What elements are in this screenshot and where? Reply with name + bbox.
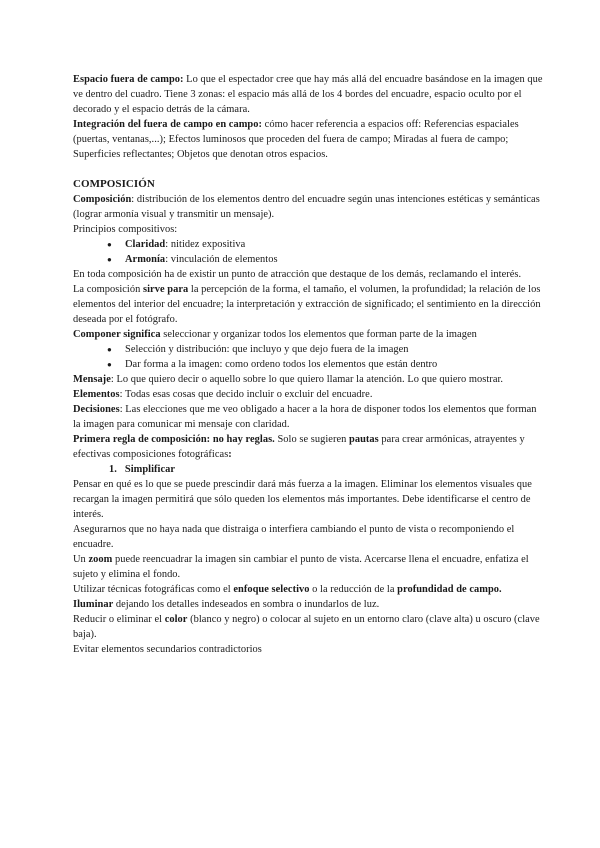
list-item-text: : vinculación de elementos [165,254,278,265]
paragraph-text: (blanco y negro) o colocar al sujeto en un entorno claro (clave alta) u oscuro (clave baja). [73,614,540,640]
paragraph-componer [73,327,543,342]
paragraph-composicion [73,192,543,222]
paragraph-text: Reducir o eliminar el [73,614,165,625]
paragraph-text: puede reencuadrar la imagen sin cambiar el punto de vista. Acercarse llena el encuadre, enfatiza el sujeto y elimina el fondo. [73,554,529,580]
paragraph-text: cómo hacer referencia a espacios off: Referencias espaciales (puertas, ventanas,...); Efectos luminosos que proceden del fuera de campo; Miradas al fuera de campo; Superficies reflectantes; Objetos que denotan otros espacios. [73,119,519,160]
paragraph-mensaje [73,372,543,387]
term-profundidad-de-campo: profundidad de campo. [397,584,502,595]
paragraph-elementos [73,387,543,402]
paragraph-text: La composición [73,284,144,295]
numbered-list [73,462,543,477]
term-pautas: pautas [349,434,379,445]
term-sirve-para: sirve para [143,284,189,295]
term-color: color [164,614,188,625]
paragraph-text: la percepción de la forma, el tamaño, el volumen, la profundidad; la relación de los elementos del interior del encuadre; la interpretación y extracción de significado; el sentimiento en la dirección deseada por el fotógrafo. [73,284,541,325]
term-claridad: Claridad [125,239,166,250]
term-composicion: Composición [73,194,132,205]
paragraph-text: para crear armónicas, atrayentes y efectivas composiciones fotográficas [73,434,525,460]
term-zoom: zoom [88,554,113,565]
list-item [107,237,543,252]
term-primera-regla: Primera regla de composición: no hay reglas. [73,434,275,445]
paragraph-text: : Las elecciones que me veo obligado a hacer a la hora de disponer todos los elementos que forman la imagen para comunicar mi mensaje con claridad. [73,404,537,430]
paragraph-tecnicas [73,582,543,597]
bullet-list-componer [73,342,543,372]
blank-line [73,162,543,177]
paragraph-integracion [73,117,543,162]
paragraph-decisiones [73,402,543,432]
term-iluminar: Iluminar [73,599,114,610]
paragraph-sirve-para [73,282,543,327]
bullet-list-principios [73,237,543,267]
term-componer-significa: Componer significa [73,329,161,340]
paragraph-text: : Lo que quiero decir o aquello sobre lo que quiero llamar la atención. Lo que quiero mostrar. [110,374,504,385]
paragraph-asegurarnos: Asegurarnos que no haya nada que distraiga o interfiera cambiando el punto de vista o recomponiendo el encuadre. [73,524,515,550]
list-item: ● Dar forma a la imagen: como ordeno todos los elementos que están dentro [107,357,543,372]
paragraph-text: : distribución de los elementos dentro del encuadre según unas intenciones estéticas y semánticas (lograr armonía visual y transmitir un mensaje). [73,194,540,220]
list-item-text: : nitidez expositiva [165,239,246,250]
paragraph-punto-atraccion: En toda composición ha de existir un punto de atracción que destaque de los demás, reclamando el interés. [73,269,522,280]
paragraph-text: Un [73,554,89,565]
paragraph-text: : Todas esas cosas que decido incluir o excluir del encuadre. [119,389,373,400]
term-mensaje: Mensaje [73,374,111,385]
paragraph-primera-regla [73,432,543,462]
paragraph-principios: Principios compositivos: [73,224,178,235]
term-enfoque-selectivo: enfoque selectivo [233,584,310,595]
paragraph-text: Lo que el espectador cree que hay más allá del encuadre basándose en la imagen que ve dentro del cuadro. Tiene 3 zonas: el espacio más allá de los 4 bordes del encuadre, espacio oculto por el decorado y el espacio detrás de la cámara. [73,74,543,115]
term-espacio-fuera-de-campo: Espacio fuera de campo: [73,74,184,85]
term-armonia: Armonía [125,254,166,265]
paragraph-text: Solo se sugieren [274,434,350,445]
document-body [73,72,543,657]
paragraph-text: Utilizar técnicas fotográficas como el [73,584,234,595]
list-item: ● Selección y distribución: que incluyo y que dejo fuera de la imagen [107,342,543,357]
list-number: 1. [109,464,117,475]
list-item [107,252,543,267]
term-integracion: Integración del fuera de campo en campo: [73,119,263,130]
list-item-simplificar [91,462,543,477]
list-item-label: Simplificar [124,464,176,475]
paragraph-text: seleccionar y organizar todos los elementos que forman parte de la imagen [160,329,477,340]
paragraph-evitar: Evitar elementos secundarios contradictorios [73,644,262,655]
paragraph-pensar: Pensar en qué es lo que se puede prescindir dará más fuerza a la imagen. Eliminar los elementos visuales que recargan la imagen permitirá que sólo queden los elementos más importantes. Debe identificarse el centro de interés. [73,479,532,520]
paragraph-zoom [73,552,543,582]
term-decisiones: Decisiones [73,404,120,415]
paragraph-color [73,612,543,642]
paragraph-iluminar [73,597,543,612]
paragraph-text: o la reducción de la [309,584,398,595]
paragraph-text: dejando los detalles indeseados en sombra o inundarlos de luz. [113,599,380,610]
term-elementos: Elementos [73,389,120,400]
colon: : [228,449,232,460]
paragraph-espacio-fuera-de-campo [73,72,543,117]
section-heading: COMPOSICIÓN [73,178,155,190]
